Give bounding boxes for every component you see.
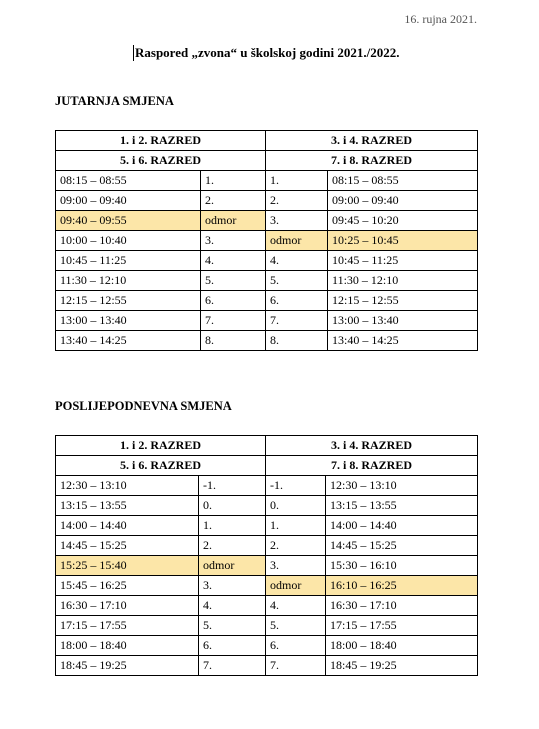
table-row xyxy=(56,331,478,351)
right-period-cell: 6. xyxy=(266,636,326,656)
table-row xyxy=(56,251,478,271)
right-period-cell-break: odmor xyxy=(266,576,326,596)
left-period-cell: 1. xyxy=(201,171,266,191)
left-time-cell: 17:15 – 17:55 xyxy=(56,616,199,636)
left-period-cell: 5. xyxy=(201,271,266,291)
left-time-cell: 10:45 – 11:25 xyxy=(56,251,201,271)
right-time-cell: 10:45 – 11:25 xyxy=(328,251,478,271)
afternoon-header-grades-7-8: 7. i 8. RAZRED xyxy=(266,456,478,476)
table-row xyxy=(56,576,478,596)
afternoon-header-grades-1-2: 1. i 2. RAZRED xyxy=(56,436,266,456)
right-period-cell: 4. xyxy=(266,596,326,616)
left-period-cell: 8. xyxy=(201,331,266,351)
left-period-cell: 2. xyxy=(199,536,266,556)
left-time-cell: 12:30 – 13:10 xyxy=(56,476,199,496)
left-time-cell: 08:15 – 08:55 xyxy=(56,171,201,191)
table-row xyxy=(56,291,478,311)
right-period-cell: 5. xyxy=(266,616,326,636)
table-row xyxy=(56,476,478,496)
right-time-cell: 18:45 – 19:25 xyxy=(326,656,478,676)
right-period-cell: 0. xyxy=(266,496,326,516)
left-period-cell: 4. xyxy=(199,596,266,616)
left-time-cell: 16:30 – 17:10 xyxy=(56,596,199,616)
right-period-cell: 3. xyxy=(266,556,326,576)
left-period-cell-break: odmor xyxy=(201,211,266,231)
morning-shift-heading: JUTARNJA SMJENA xyxy=(55,94,174,108)
document-date: 16. rujna 2021. xyxy=(404,12,477,26)
right-time-cell: 13:00 – 13:40 xyxy=(328,311,478,331)
morning-header-grades-5-6: 5. i 6. RAZRED xyxy=(56,151,266,171)
right-period-cell: 6. xyxy=(266,291,328,311)
table-row xyxy=(56,556,478,576)
afternoon-header-grades-5-6: 5. i 6. RAZRED xyxy=(56,456,266,476)
right-time-cell: 16:30 – 17:10 xyxy=(326,596,478,616)
left-period-cell: 7. xyxy=(199,656,266,676)
left-period-cell: 0. xyxy=(199,496,266,516)
table-row xyxy=(56,171,478,191)
left-time-cell: 13:00 – 13:40 xyxy=(56,311,201,331)
right-period-cell: 4. xyxy=(266,251,328,271)
table-row xyxy=(56,311,478,331)
right-period-cell: 5. xyxy=(266,271,328,291)
table-row xyxy=(56,191,478,211)
left-period-cell: 3. xyxy=(199,576,266,596)
table-row xyxy=(56,616,478,636)
right-time-cell: 14:45 – 15:25 xyxy=(326,536,478,556)
table-row xyxy=(56,596,478,616)
left-time-cell: 12:15 – 12:55 xyxy=(56,291,201,311)
morning-header-grades-3-4: 3. i 4. RAZRED xyxy=(266,131,478,151)
right-period-cell: 1. xyxy=(266,516,326,536)
right-period-cell: 7. xyxy=(266,656,326,676)
table-row xyxy=(56,211,478,231)
left-time-cell-break: 15:25 – 15:40 xyxy=(56,556,199,576)
right-period-cell: 2. xyxy=(266,536,326,556)
morning-header-grades-1-2: 1. i 2. RAZRED xyxy=(56,131,266,151)
document-title: Raspored „zvona“ u školskoj godini 2021./2022. xyxy=(135,45,400,60)
afternoon-schedule-table xyxy=(55,435,478,676)
right-time-cell-break: 16:10 – 16:25 xyxy=(326,576,478,596)
right-time-cell: 18:00 – 18:40 xyxy=(326,636,478,656)
right-time-cell: 09:45 – 10:20 xyxy=(328,211,478,231)
right-period-cell: 2. xyxy=(266,191,328,211)
left-time-cell: 09:00 – 09:40 xyxy=(56,191,201,211)
table-row xyxy=(56,496,478,516)
left-time-cell: 18:00 – 18:40 xyxy=(56,636,199,656)
right-time-cell: 13:15 – 13:55 xyxy=(326,496,478,516)
right-time-cell: 14:00 – 14:40 xyxy=(326,516,478,536)
left-period-cell: 6. xyxy=(199,636,266,656)
left-period-cell: 4. xyxy=(201,251,266,271)
right-time-cell: 08:15 – 08:55 xyxy=(328,171,478,191)
table-row xyxy=(56,536,478,556)
right-period-cell: 7. xyxy=(266,311,328,331)
left-time-cell: 15:45 – 16:25 xyxy=(56,576,199,596)
right-period-cell: 8. xyxy=(266,331,328,351)
morning-header-grades-7-8: 7. i 8. RAZRED xyxy=(266,151,478,171)
table-row xyxy=(56,231,478,251)
left-period-cell-break: odmor xyxy=(199,556,266,576)
table-row xyxy=(56,656,478,676)
table-row xyxy=(56,516,478,536)
right-time-cell: 11:30 – 12:10 xyxy=(328,271,478,291)
right-time-cell: 12:30 – 13:10 xyxy=(326,476,478,496)
right-period-cell: 1. xyxy=(266,171,328,191)
table-row xyxy=(56,271,478,291)
left-period-cell: 3. xyxy=(201,231,266,251)
left-time-cell: 18:45 – 19:25 xyxy=(56,656,199,676)
left-period-cell: 2. xyxy=(201,191,266,211)
left-time-cell: 14:45 – 15:25 xyxy=(56,536,199,556)
left-period-cell: 5. xyxy=(199,616,266,636)
right-period-cell: -1. xyxy=(266,476,326,496)
table-row xyxy=(56,636,478,656)
left-time-cell: 13:40 – 14:25 xyxy=(56,331,201,351)
left-period-cell: -1. xyxy=(199,476,266,496)
right-time-cell: 09:00 – 09:40 xyxy=(328,191,478,211)
left-time-cell-break: 09:40 – 09:55 xyxy=(56,211,201,231)
left-time-cell: 13:15 – 13:55 xyxy=(56,496,199,516)
left-time-cell: 14:00 – 14:40 xyxy=(56,516,199,536)
left-period-cell: 7. xyxy=(201,311,266,331)
right-period-cell: 3. xyxy=(266,211,328,231)
afternoon-shift-heading: POSLIJEPODNEVNA SMJENA xyxy=(55,399,232,413)
right-time-cell-break: 10:25 – 10:45 xyxy=(328,231,478,251)
right-time-cell: 15:30 – 16:10 xyxy=(326,556,478,576)
morning-schedule-table xyxy=(55,130,478,351)
right-time-cell: 13:40 – 14:25 xyxy=(328,331,478,351)
left-period-cell: 6. xyxy=(201,291,266,311)
left-time-cell: 11:30 – 12:10 xyxy=(56,271,201,291)
left-period-cell: 1. xyxy=(199,516,266,536)
right-period-cell-break: odmor xyxy=(266,231,328,251)
left-time-cell: 10:00 – 10:40 xyxy=(56,231,201,251)
right-time-cell: 17:15 – 17:55 xyxy=(326,616,478,636)
right-time-cell: 12:15 – 12:55 xyxy=(328,291,478,311)
afternoon-header-grades-3-4: 3. i 4. RAZRED xyxy=(266,436,478,456)
